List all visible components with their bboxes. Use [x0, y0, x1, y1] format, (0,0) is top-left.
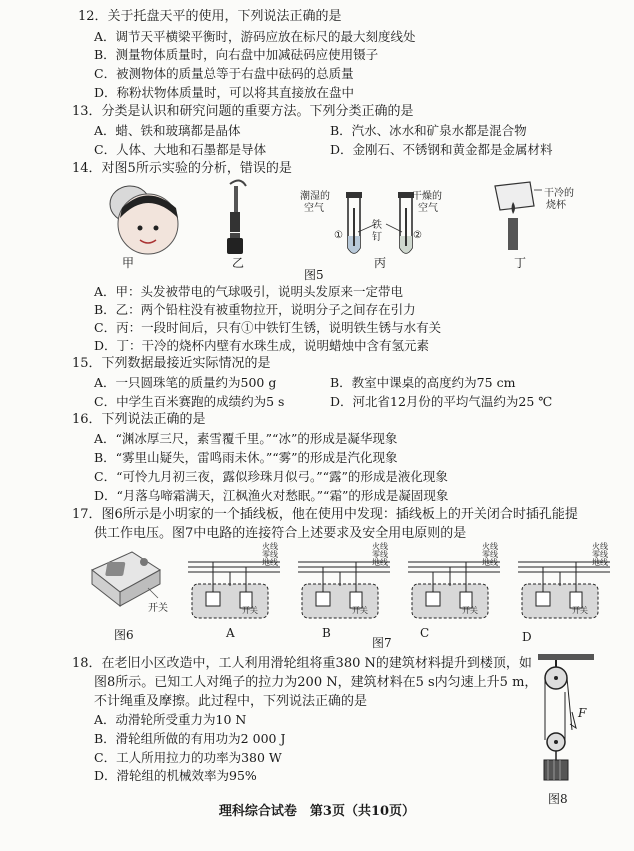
fig5-wet-air-label-1: 潮湿的 [300, 191, 330, 202]
fig7-a-wire-ground: 地线 [262, 558, 278, 567]
q12-option-b: B．测量物体质量时，向右盘中加减砝码应使用镊子 [94, 47, 379, 62]
question-12-stem: 12．关于托盘天平的使用，下列说法正确的是 [78, 9, 342, 24]
q15-option-c: C．中学生百米赛跑的成绩约为5 s [94, 394, 285, 409]
fig5-nail-label-2: 钉 [372, 232, 382, 243]
fig5-caption: 图5 [304, 268, 324, 282]
q16-option-d: D．“月落乌啼霜满天，江枫渔火对愁眠。”“霜”的形成是凝固现象 [94, 488, 449, 503]
fig7-d-wire-neutral: 零线 [592, 550, 608, 559]
q16-option-a: A．“渊冰厚三尺，素雪覆千里。”“冰”的形成是凝华现象 [94, 431, 398, 446]
q13-option-d: D．金刚石、不锈钢和黄金都是金属材料 [330, 142, 553, 157]
fig5-beaker-candle-illustration [495, 182, 542, 250]
q18-option-b: B．滑轮组所做的有用功为2 000 J [94, 731, 286, 746]
question-13-stem: 13．分类是认识和研究问题的重要方法。下列分类正确的是 [72, 104, 414, 119]
q15-option-d: D．河北省12月份的平均气温约为25 ℃ [330, 394, 553, 409]
fig7-d-wire-fire: 火线 [592, 542, 608, 551]
fig7-b-wire-fire: 火线 [372, 542, 388, 551]
fig5-tube-2-label: ② [413, 230, 422, 241]
question-15-stem: 15．下列数据最接近实际情况的是 [72, 356, 271, 371]
q14-option-c: C．丙：一段时间后，只有①中铁钉生锈，说明铁生锈与水有关 [94, 320, 442, 335]
fig6-switch-label: 开关 [148, 603, 168, 614]
fig7-d-switch-label: 开关 [572, 606, 588, 615]
q18-option-d: D．滑轮组的机械效率为95% [94, 768, 257, 783]
fig7-c-wire-fire: 火线 [482, 542, 498, 551]
fig7-a-wire-fire: 火线 [262, 542, 278, 551]
question-17-stem-line-1: 17．图6所示是小明家的一个插线板，他在使用中发现：插线板上的开关闭合时插孔能提 [72, 507, 578, 522]
fig5-cold-beaker-label-1: 干冷的 [544, 188, 574, 199]
question-16-stem: 16．下列说法正确的是 [72, 412, 206, 427]
q13-option-b: B．汽水、冰水和矿泉水都是混合物 [330, 123, 527, 138]
fig5-label-bing: 丙 [374, 256, 387, 270]
question-17-stem-line-2: 供工作电压。图7中电路的连接符合上述要求及安全用电原则的是 [94, 526, 467, 541]
q13-option-c: C．人体、大地和石墨都是导体 [94, 142, 267, 157]
fig5-balloon-girl-illustration [110, 186, 178, 254]
fig7-d-wire-ground: 地线 [592, 558, 608, 567]
page-footer: 理科综合试卷 第3页（共10页） [218, 804, 416, 819]
fig7-panel-b-label: B [322, 626, 331, 640]
q15-option-b: B．教室中课桌的高度约为75 cm [330, 375, 516, 390]
q12-option-d: D．称粉状物体质量时，可以将其直接放在盘中 [94, 85, 355, 100]
fig5-label-yi: 乙 [232, 256, 245, 270]
q14-option-b: B．乙：两个铅柱没有被重物拉开，说明分子之间存在引力 [94, 302, 416, 317]
fig5-dry-air-label-1: 干燥的 [412, 191, 442, 202]
fig7-c-wire-ground: 地线 [482, 558, 498, 567]
q18-option-a: A．动滑轮所受重力为10 N [94, 712, 247, 727]
fig7-b-switch-label: 开关 [352, 606, 368, 615]
fig7-b-wire-ground: 地线 [372, 558, 388, 567]
fig5-dry-air-label-2: 空气 [418, 203, 438, 214]
fig5-label-ding: 丁 [514, 256, 527, 270]
figure-8-pulley [536, 652, 596, 788]
fig7-a-switch-label: 开关 [242, 606, 258, 615]
fig7-panel-c-label: C [420, 626, 430, 640]
q12-option-a: A．调节天平横梁平衡时，游码应放在标尺的最大刻度线处 [94, 29, 416, 44]
fig7-panel-d-label: D [522, 630, 532, 644]
question-18-stem-line-3: 不计绳重及摩擦。此过程中，下列说法正确的是 [94, 694, 368, 709]
q14-option-a: A．甲：头发被带电的气球吸引，说明头发原来一定带电 [94, 284, 404, 299]
fig8-caption: 图8 [548, 792, 568, 806]
fig7-a-wire-neutral: 零线 [262, 550, 278, 559]
q14-option-d: D．丁：干冷的烧杯内壁有水珠生成，说明蜡烛中含有氢元素 [94, 338, 430, 353]
q13-option-a: A．蜡、铁和玻璃都是晶体 [94, 123, 241, 138]
fig5-lead-cylinders-illustration [227, 180, 246, 254]
fig8-force-label: F [578, 706, 587, 720]
q12-option-c: C．被测物体的质量总等于右盘中砝码的总质量 [94, 66, 354, 81]
fig5-tube-1-label: ① [334, 230, 343, 241]
fig5-nail-label-1: 铁 [372, 220, 382, 231]
q18-option-c: C．工人所用拉力的功率为380 W [94, 750, 282, 765]
fig7-c-switch-label: 开关 [462, 606, 478, 615]
question-18-stem-line-1: 18．在老旧小区改造中，工人利用滑轮组将重380 N的建筑材料提升到楼顶，如 [72, 656, 532, 671]
question-14-stem: 14．对图5所示实验的分析，错误的是 [72, 161, 292, 176]
q15-option-a: A．一只圆珠笔的质量约为500 g [94, 375, 277, 390]
fig7-c-wire-neutral: 零线 [482, 550, 498, 559]
fig7-caption: 图7 [372, 636, 392, 650]
fig7-b-wire-neutral: 零线 [372, 550, 388, 559]
question-18-stem-line-2: 图8所示。已知工人对绳子的拉力为200 N，建筑材料在5 s内匀速上升5 m， [94, 675, 538, 690]
fig7-panel-a-label: A [226, 626, 235, 640]
fig5-label-jia: 甲 [122, 256, 135, 270]
fig5-cold-beaker-label-2: 烧杯 [546, 200, 566, 211]
q16-option-c: C．“可怜九月初三夜，露似珍珠月似弓。”“露”的形成是液化现象 [94, 469, 448, 484]
fig5-wet-air-label-2: 空气 [304, 203, 324, 214]
q16-option-b: B．“雾里山疑失，雷鸣雨未休。”“雾”的形成是汽化现象 [94, 450, 398, 465]
fig6-caption: 图6 [114, 628, 134, 642]
